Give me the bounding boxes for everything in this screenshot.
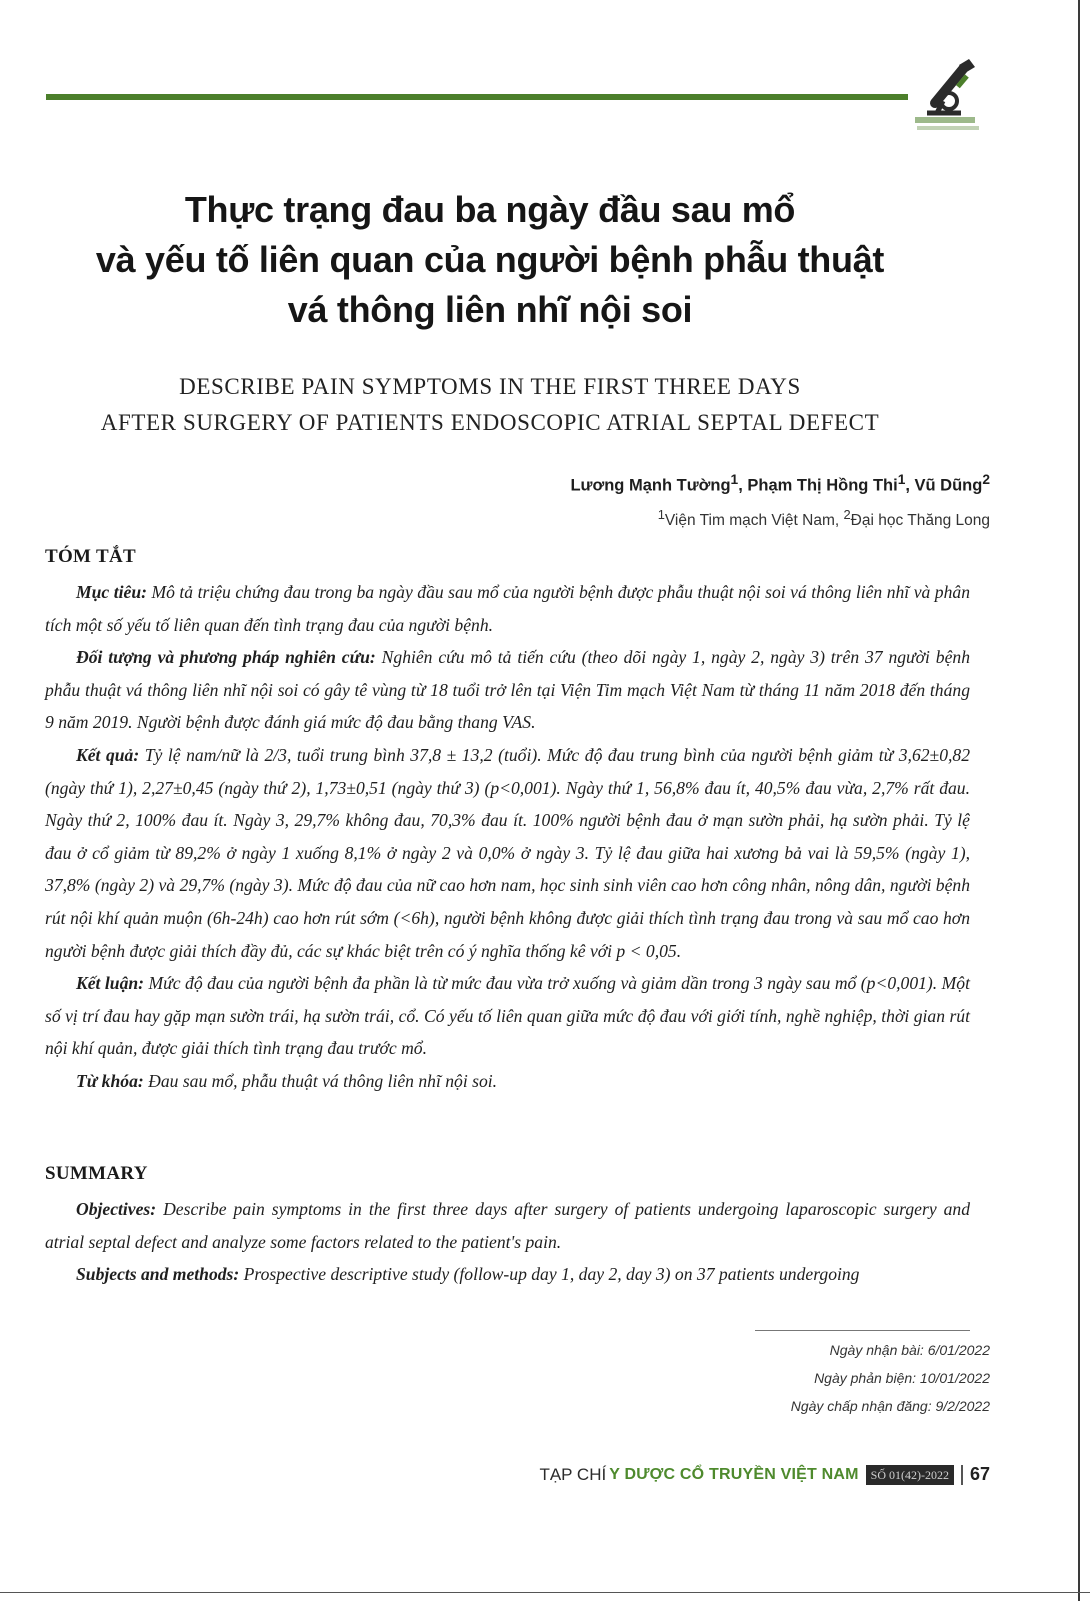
paragraph-text: Đau sau mổ, phẫu thuật vá thông liên nhĩ nội soi.	[143, 1070, 498, 1091]
abstract-paragraph	[45, 1065, 970, 1098]
paragraph-text: Tỷ lệ nam/nữ là 2/3, tuổi trung bình 37,8 ± 13,2 (tuổi). Mức độ đau trung bình của người bệnh giảm từ 3,62±0,82 (ngày thứ 1), 2,27±0,45 (ngày thứ 2), 1,73±0,51 (ngày thứ 3) (p<0,001). Ngày thứ 1, 56,8% đau ít, 40,5% đau vừa, 2,7% rất đau. Ngày thứ 2, 100% đau ít. Ngày 3, 29,7% không đau, 70,3% đau ít. 100% người bệnh đau ở mạn sườn phải, hạ sườn phải. Tỷ lệ đau ở cổ giảm từ 89,2% ở ngày 1 xuống 8,1% ở ngày 2 và 0,0% ở ngày 3. Tỷ lệ đau giữa hai xương bả vai là 59,5% (ngày 1), 37,8% (ngày 2) và 29,7% (ngày 3). Mức độ đau của nữ cao hơn nam, học sinh sinh viên cao hơn công nhân, nông dân, người bệnh rút nội khí quản muộn (6h-24h) cao hơn rút sớm (<6h), người bệnh không được giải thích tình trạng đau trong và sau mổ cao hơn người bệnh được giải thích đầy đủ, các sự khác biệt trên có ý nghĩa thống kê với p < 0,05.	[45, 744, 970, 961]
summary-paragraph	[45, 1258, 970, 1291]
section-heading-summary: SUMMARY	[45, 1163, 148, 1184]
author-name: Phạm Thị Hồng Thi	[747, 476, 898, 495]
paragraph-label: Kết luận:	[76, 973, 145, 994]
affiliation-text: Đại học Thăng Long	[850, 512, 990, 530]
title-line: vá thông liên nhĩ nội soi	[287, 289, 693, 330]
english-title	[40, 369, 940, 441]
author-name: Vũ Dũng	[914, 476, 983, 495]
dates-rule	[755, 1330, 970, 1331]
date-accepted: Ngày chấp nhận đăng: 9/2/2022	[790, 1398, 990, 1414]
author-separator: ,	[738, 476, 748, 495]
header-rule	[46, 94, 908, 100]
author-separator: ,	[905, 476, 915, 495]
footer-divider	[961, 1465, 963, 1485]
paragraph-label: Kết quả:	[76, 744, 140, 765]
paragraph-text: Prospective descriptive study (follow-up day 1, day 2, day 3) on 37 patients undergoing	[239, 1264, 860, 1285]
abstract-paragraph	[45, 739, 970, 967]
microscope-icon	[915, 55, 985, 133]
date-reviewed: Ngày phản biện: 10/01/2022	[814, 1370, 990, 1386]
journal-prefix: TẠP CHÍ	[539, 1464, 607, 1484]
article-title	[40, 185, 940, 335]
date-received: Ngày nhận bài: 6/01/2022	[829, 1342, 990, 1358]
scan-bottom-edge	[0, 1592, 1090, 1593]
summary-paragraph	[45, 1193, 970, 1258]
affiliations	[658, 507, 990, 530]
abstract-en	[45, 1193, 970, 1291]
abstract-vi	[45, 576, 970, 1098]
paragraph-label: Subjects and methods:	[76, 1264, 240, 1285]
author-affiliation-mark: 2	[982, 472, 990, 487]
paragraph-text: Mô tả triệu chứng đau trong ba ngày đầu sau mổ của người bệnh được phẫu thuật nội soi vá thông liên nhĩ và phân tích một số yếu tố liên quan đến tình trạng đau của người bệnh.	[45, 582, 970, 635]
author-list	[570, 472, 990, 496]
author-name: Lương Mạnh Tường	[570, 476, 731, 495]
affiliation-mark: 1	[657, 507, 665, 522]
affiliation-text: Viện Tim mạch Việt Nam,	[664, 512, 844, 530]
journal-footer	[539, 1464, 990, 1485]
paragraph-label: Đối tượng và phương pháp nghiên cứu:	[76, 647, 376, 668]
paragraph-text: Nghiên cứu mô tả tiến cứu (theo dõi ngày 1, ngày 2, ngày 3) trên 37 người bệnh phẫu thuật vá thông liên nhĩ nội soi có gây tê vùng từ 18 tuổi trở lên tại Viện Tim mạch Việt Nam từ tháng 11 năm 2018 đến tháng 9 năm 2019. Người bệnh được đánh giá mức độ đau bằng thang VAS.	[45, 647, 970, 733]
section-heading-tomtat: TÓM TẮT	[45, 546, 136, 567]
paragraph-label: Mục tiêu:	[76, 582, 147, 602]
paragraph-text: Mức độ đau của người bệnh đa phần là từ mức đau vừa trở xuống và giảm dần trong 3 ngày sau mổ (p<0,001). Một số vị trí đau hay gặp mạn sườn trái, hạ sườn trái, cổ. Có yếu tố liên quan giữa mức độ đau với giới tính, nghề nghiệp, thời gian rút nội khí quản, được giải thích tình trạng đau trước mổ.	[45, 973, 970, 1059]
scan-edge	[1078, 0, 1080, 1601]
article-dates	[791, 1336, 990, 1420]
paragraph-label: Từ khóa:	[76, 1070, 144, 1091]
journal-name: Y DƯỢC CỔ TRUYỀN VIỆT NAM	[609, 1465, 859, 1483]
abstract-paragraph	[45, 576, 970, 641]
page-number: 67	[969, 1464, 990, 1484]
title-line: và yếu tố liên quan của người bệnh phẫu thuật	[95, 239, 885, 280]
affiliation-mark: 2	[843, 507, 851, 522]
paragraph-text: Describe pain symptoms in the first three days after surgery of patients undergoing laparoscopic surgery and atrial septal defect and analyze some factors related to the patient's pain.	[45, 1199, 970, 1252]
author-affiliation-mark: 1	[897, 472, 906, 487]
english-title-line: AFTER SURGERY OF PATIENTS ENDOSCOPIC ATRIAL SEPTAL DEFECT	[100, 410, 880, 435]
title-line: Thực trạng đau ba ngày đầu sau mổ	[184, 189, 796, 230]
issue-badge: SỐ 01(42)-2022	[866, 1465, 954, 1485]
paragraph-label: Objectives:	[76, 1199, 157, 1219]
abstract-paragraph	[45, 967, 970, 1065]
english-title-line: DESCRIBE PAIN SYMPTOMS IN THE FIRST THREE DAYS	[179, 374, 801, 399]
author-affiliation-mark: 1	[730, 472, 739, 487]
abstract-paragraph	[45, 641, 970, 739]
